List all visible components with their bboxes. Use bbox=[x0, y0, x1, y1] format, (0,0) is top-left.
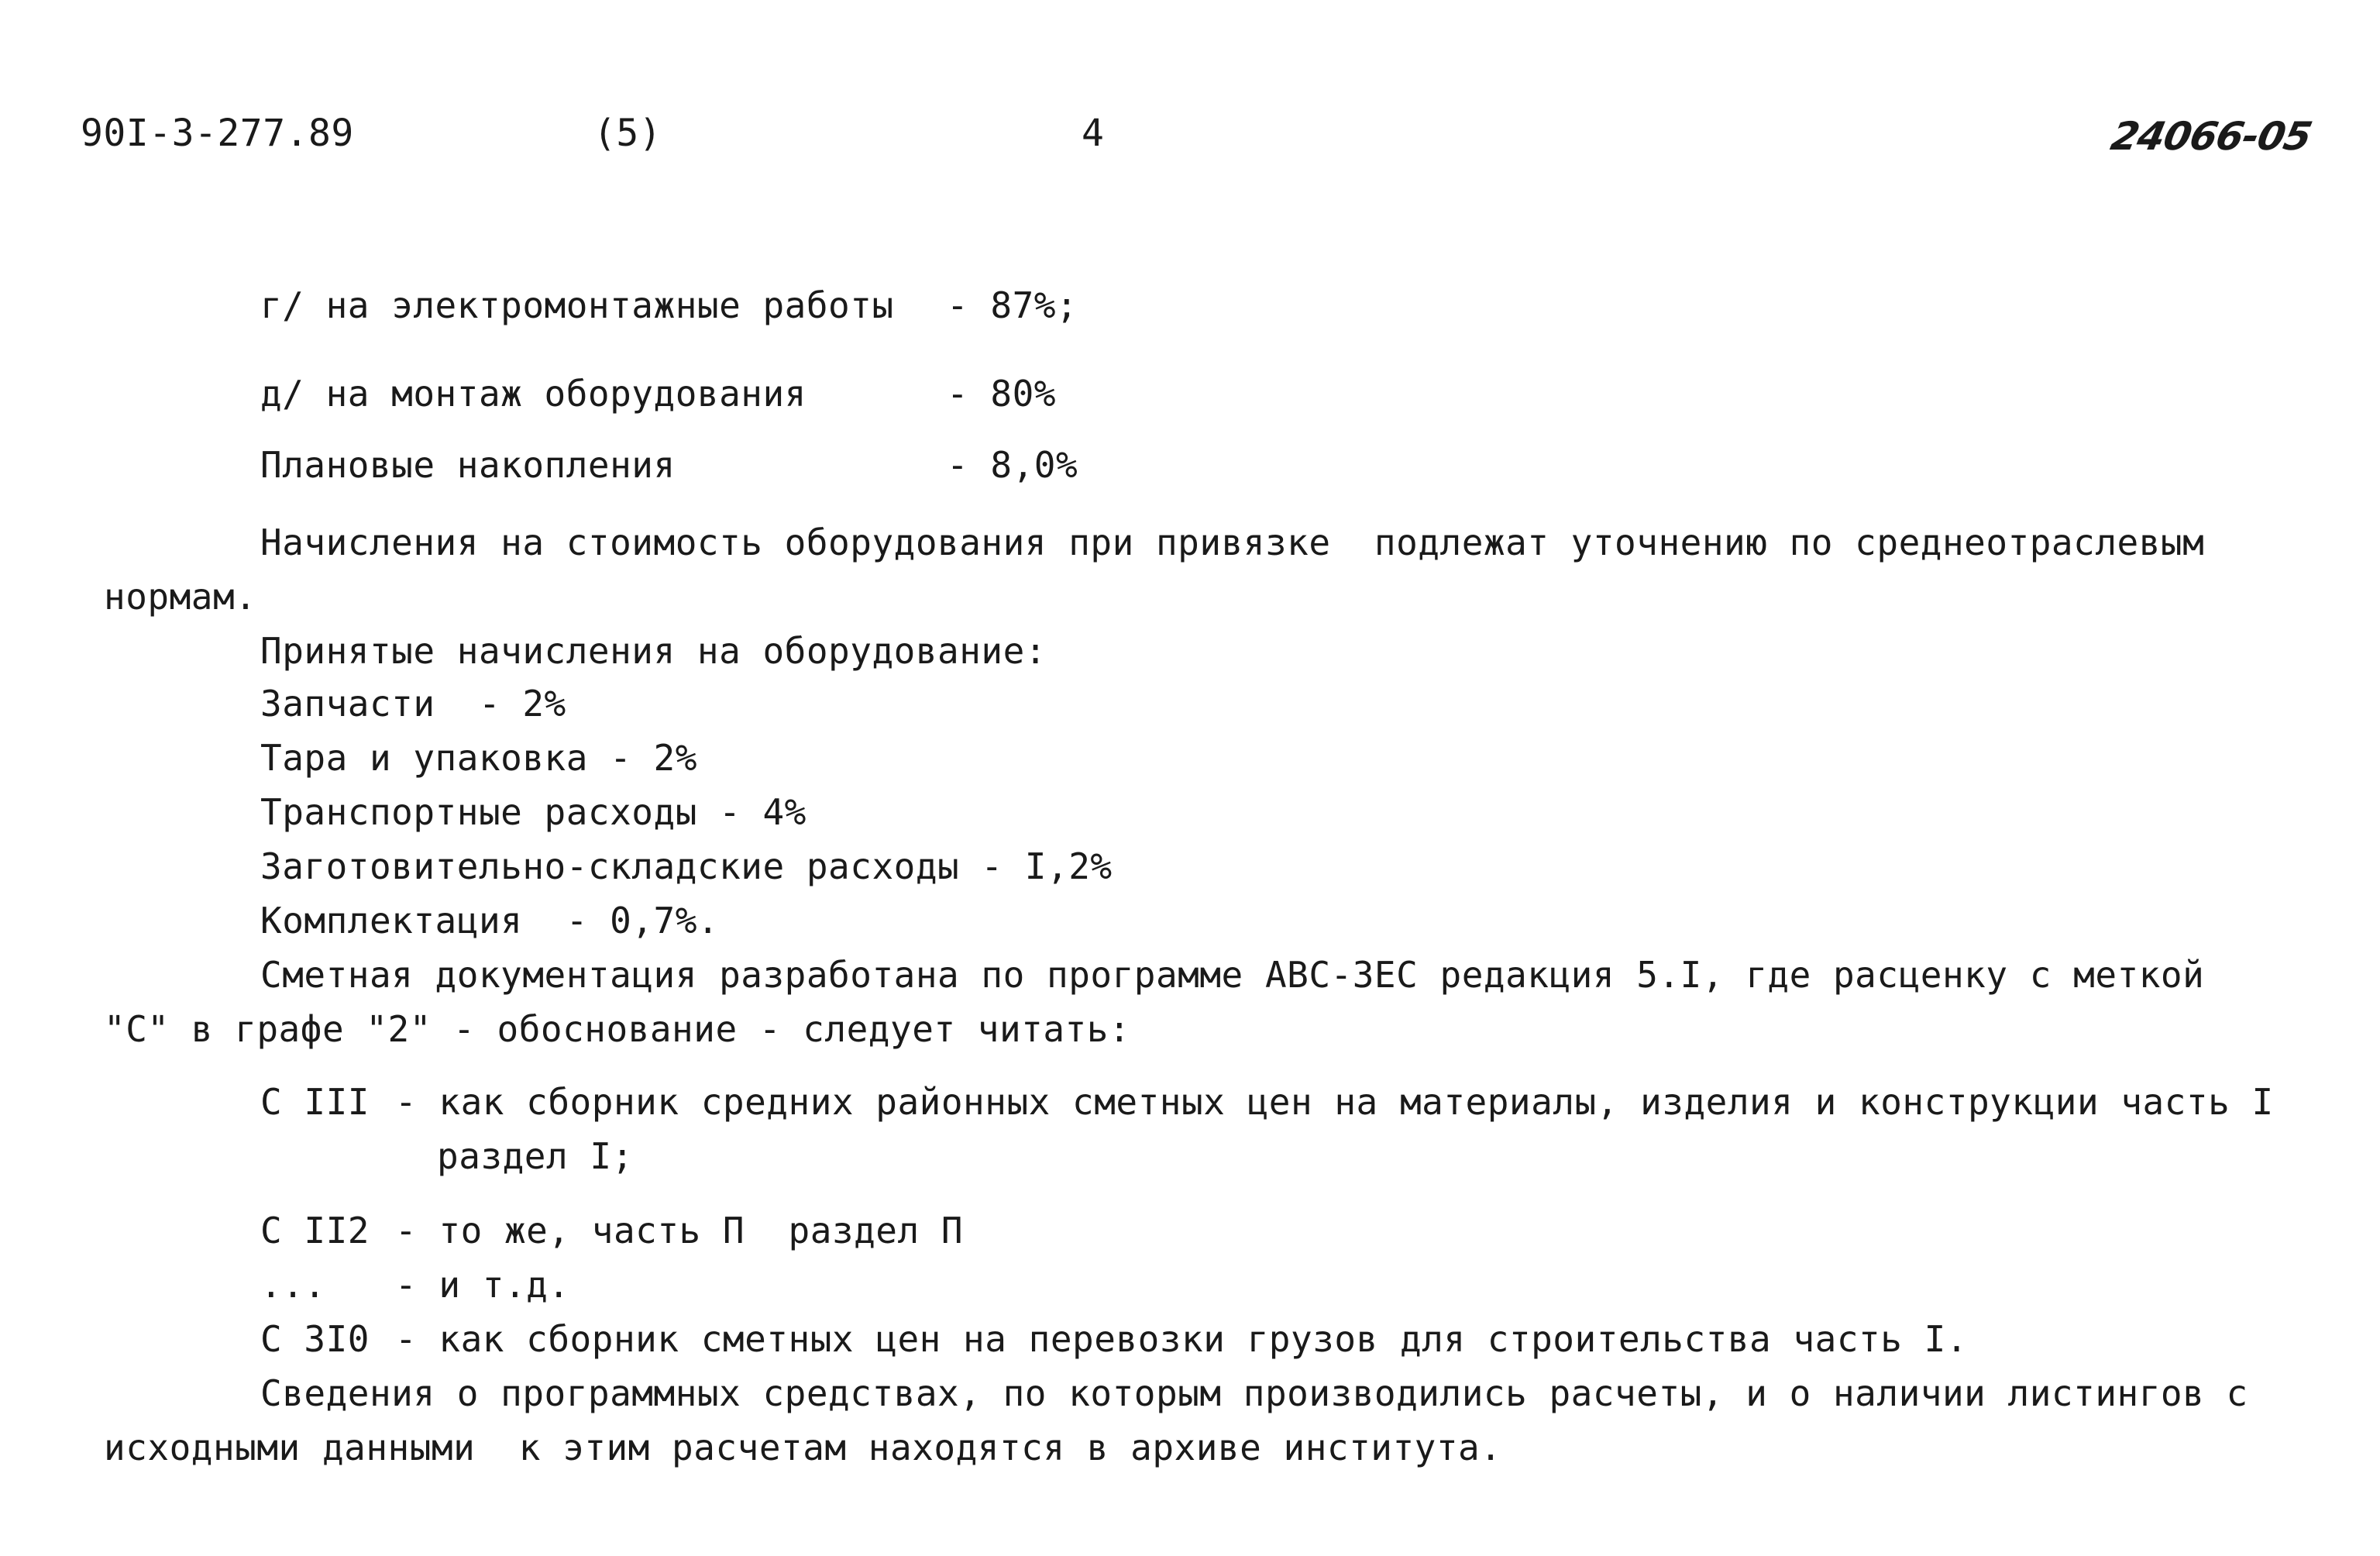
code-ellipsis: ... bbox=[260, 1264, 326, 1306]
rate-electrical-label: г/ на электромонтажные работы bbox=[260, 284, 894, 326]
code-c310-text: - как сборник сметных цен на перевозки грузов для строительства часть I. bbox=[395, 1318, 1968, 1360]
code-c111-text-cont: раздел I; bbox=[437, 1135, 634, 1177]
code-c112: С II2 bbox=[260, 1210, 370, 1251]
program-note-line-1: Сметная документация разработана по программе АВС-ЗЕС редакция 5.I, где расценку с меткой bbox=[260, 954, 2205, 996]
rate-electrical-value: - 87%; bbox=[947, 284, 1078, 326]
equipment-note-line-1: Начисления на стоимость оборудования при привязке подлежат уточнению по среднеотраслевым bbox=[260, 522, 2205, 563]
code-c111: С III bbox=[260, 1081, 370, 1123]
accepted-charges-title: Принятые начисления на оборудование: bbox=[260, 630, 1047, 672]
code-c310: С 3I0 bbox=[260, 1318, 370, 1360]
charge-transport: Транспортные расходы - 4% bbox=[260, 791, 807, 833]
page-number: 4 bbox=[1082, 112, 1105, 155]
charge-packaging: Тара и упаковка - 2% bbox=[260, 737, 697, 779]
program-note-line-2: "С" в графе "2" - обоснование - следует читать: bbox=[104, 1008, 1131, 1050]
rate-savings-label: Плановые накопления bbox=[260, 444, 676, 486]
charge-spare-parts: Запчасти - 2% bbox=[260, 683, 566, 725]
doc-code: 90I-3-277.89 bbox=[81, 112, 354, 155]
equipment-note-line-2: нормам. bbox=[104, 576, 257, 618]
charge-procurement: Заготовительно-складские расходы - I,2% bbox=[260, 845, 1113, 887]
code-ellipsis-text: - и т.д. bbox=[395, 1264, 570, 1306]
inventory-number: 24066-05 bbox=[2107, 114, 2316, 159]
software-note-line-1: Сведения о программных средствах, по которым производились расчеты, и о наличии листингов с bbox=[260, 1372, 2248, 1414]
sheet-marker: (5) bbox=[593, 112, 662, 155]
rate-savings-value: - 8,0% bbox=[947, 444, 1078, 486]
code-c112-text: - то же, часть П раздел П bbox=[395, 1210, 964, 1251]
rate-equipment-value: - 80% bbox=[947, 373, 1056, 415]
code-c111-text: - как сборник средних районных сметных цен на материалы, изделия и конструкции часть I bbox=[395, 1081, 2274, 1123]
charge-completion: Комплектация - 0,7%. bbox=[260, 900, 720, 942]
rate-equipment-label: д/ на монтаж оборудования bbox=[260, 373, 807, 415]
software-note-line-2: исходными данными к этим расчетам находятся в архиве института. bbox=[104, 1427, 1502, 1468]
